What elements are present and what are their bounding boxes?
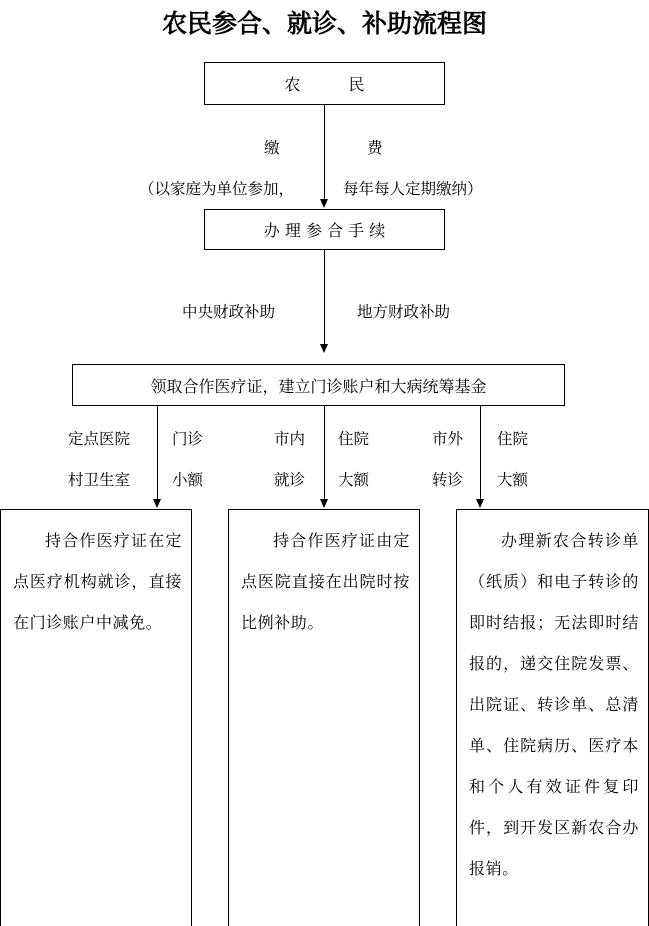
edge-label-pay-note-right: 每年每人定期缴纳） <box>343 180 483 198</box>
node-procedure-label: 办 理 参 合 手 续 <box>263 221 386 240</box>
outcome-box-outpatient <box>0 509 192 926</box>
branch-2-label-l2: 就诊 <box>274 471 306 489</box>
outcome-box-referral-inpatient <box>456 509 649 926</box>
arrow-to-procedure <box>320 199 328 208</box>
connector-branch-2 <box>324 406 325 500</box>
edge-label-pay-note-left: （以家庭为单位参加， <box>139 180 295 198</box>
arrow-to-certificate <box>320 344 328 353</box>
branch-1-label-l1: 定点医院 <box>68 430 131 448</box>
outcome-box-local-inpatient <box>228 509 420 926</box>
connector-branch-1 <box>157 406 158 500</box>
branch-1-label-r1: 门诊 <box>172 430 204 448</box>
branch-3-label-r2: 大额 <box>497 471 529 489</box>
connector-branch-3 <box>480 406 481 500</box>
connector-farmer-procedure <box>324 105 325 201</box>
branch-1-label-l2: 村卫生室 <box>68 471 131 489</box>
branch-1-label-r2: 小额 <box>172 471 204 489</box>
outcome-text-referral-inpatient: 办理新农合转诊单（纸质）和电子转诊的即时结报；无法即时结报的，递交住院发票、出院证、转诊单、总清单、住院病历、医疗本和个人有效证件复印件，到开发区新农合办报销。 <box>469 531 639 878</box>
arrow-branch-2 <box>320 499 328 508</box>
page-title: 农民参合、就诊、补助流程图 <box>161 9 487 38</box>
node-certificate <box>72 364 565 406</box>
outcome-text-local-inpatient: 持合作医疗证由定点医院直接在出院时按比例补助。 <box>241 531 410 632</box>
branch-3-label-l2: 转诊 <box>432 471 464 489</box>
edge-label-subsidy-central: 中央财政补助 <box>182 303 276 321</box>
edge-label-subsidy-local: 地方财政补助 <box>357 303 451 321</box>
edge-label-pay-right: 费 <box>367 139 383 157</box>
branch-2-label-r1: 住院 <box>338 430 370 448</box>
node-farmer-label: 农 民 <box>284 75 365 94</box>
branch-2-label-r2: 大额 <box>338 471 370 489</box>
branch-3-label-r1: 住院 <box>497 430 529 448</box>
arrow-branch-1 <box>153 499 161 508</box>
node-procedure <box>204 209 445 250</box>
arrow-branch-3 <box>476 499 484 508</box>
outcome-text-outpatient: 持合作医疗证在定点医疗机构就诊，直接在门诊账户中减免。 <box>13 531 182 632</box>
edge-label-pay-left: 缴 <box>264 139 280 157</box>
node-farmer <box>204 62 445 105</box>
connector-procedure-certificate <box>324 250 325 345</box>
node-certificate-label: 领取合作医疗证，建立门诊账户和大病统筹基金 <box>150 376 487 396</box>
branch-2-label-l1: 市内 <box>274 430 306 448</box>
branch-3-label-l1: 市外 <box>432 430 464 448</box>
